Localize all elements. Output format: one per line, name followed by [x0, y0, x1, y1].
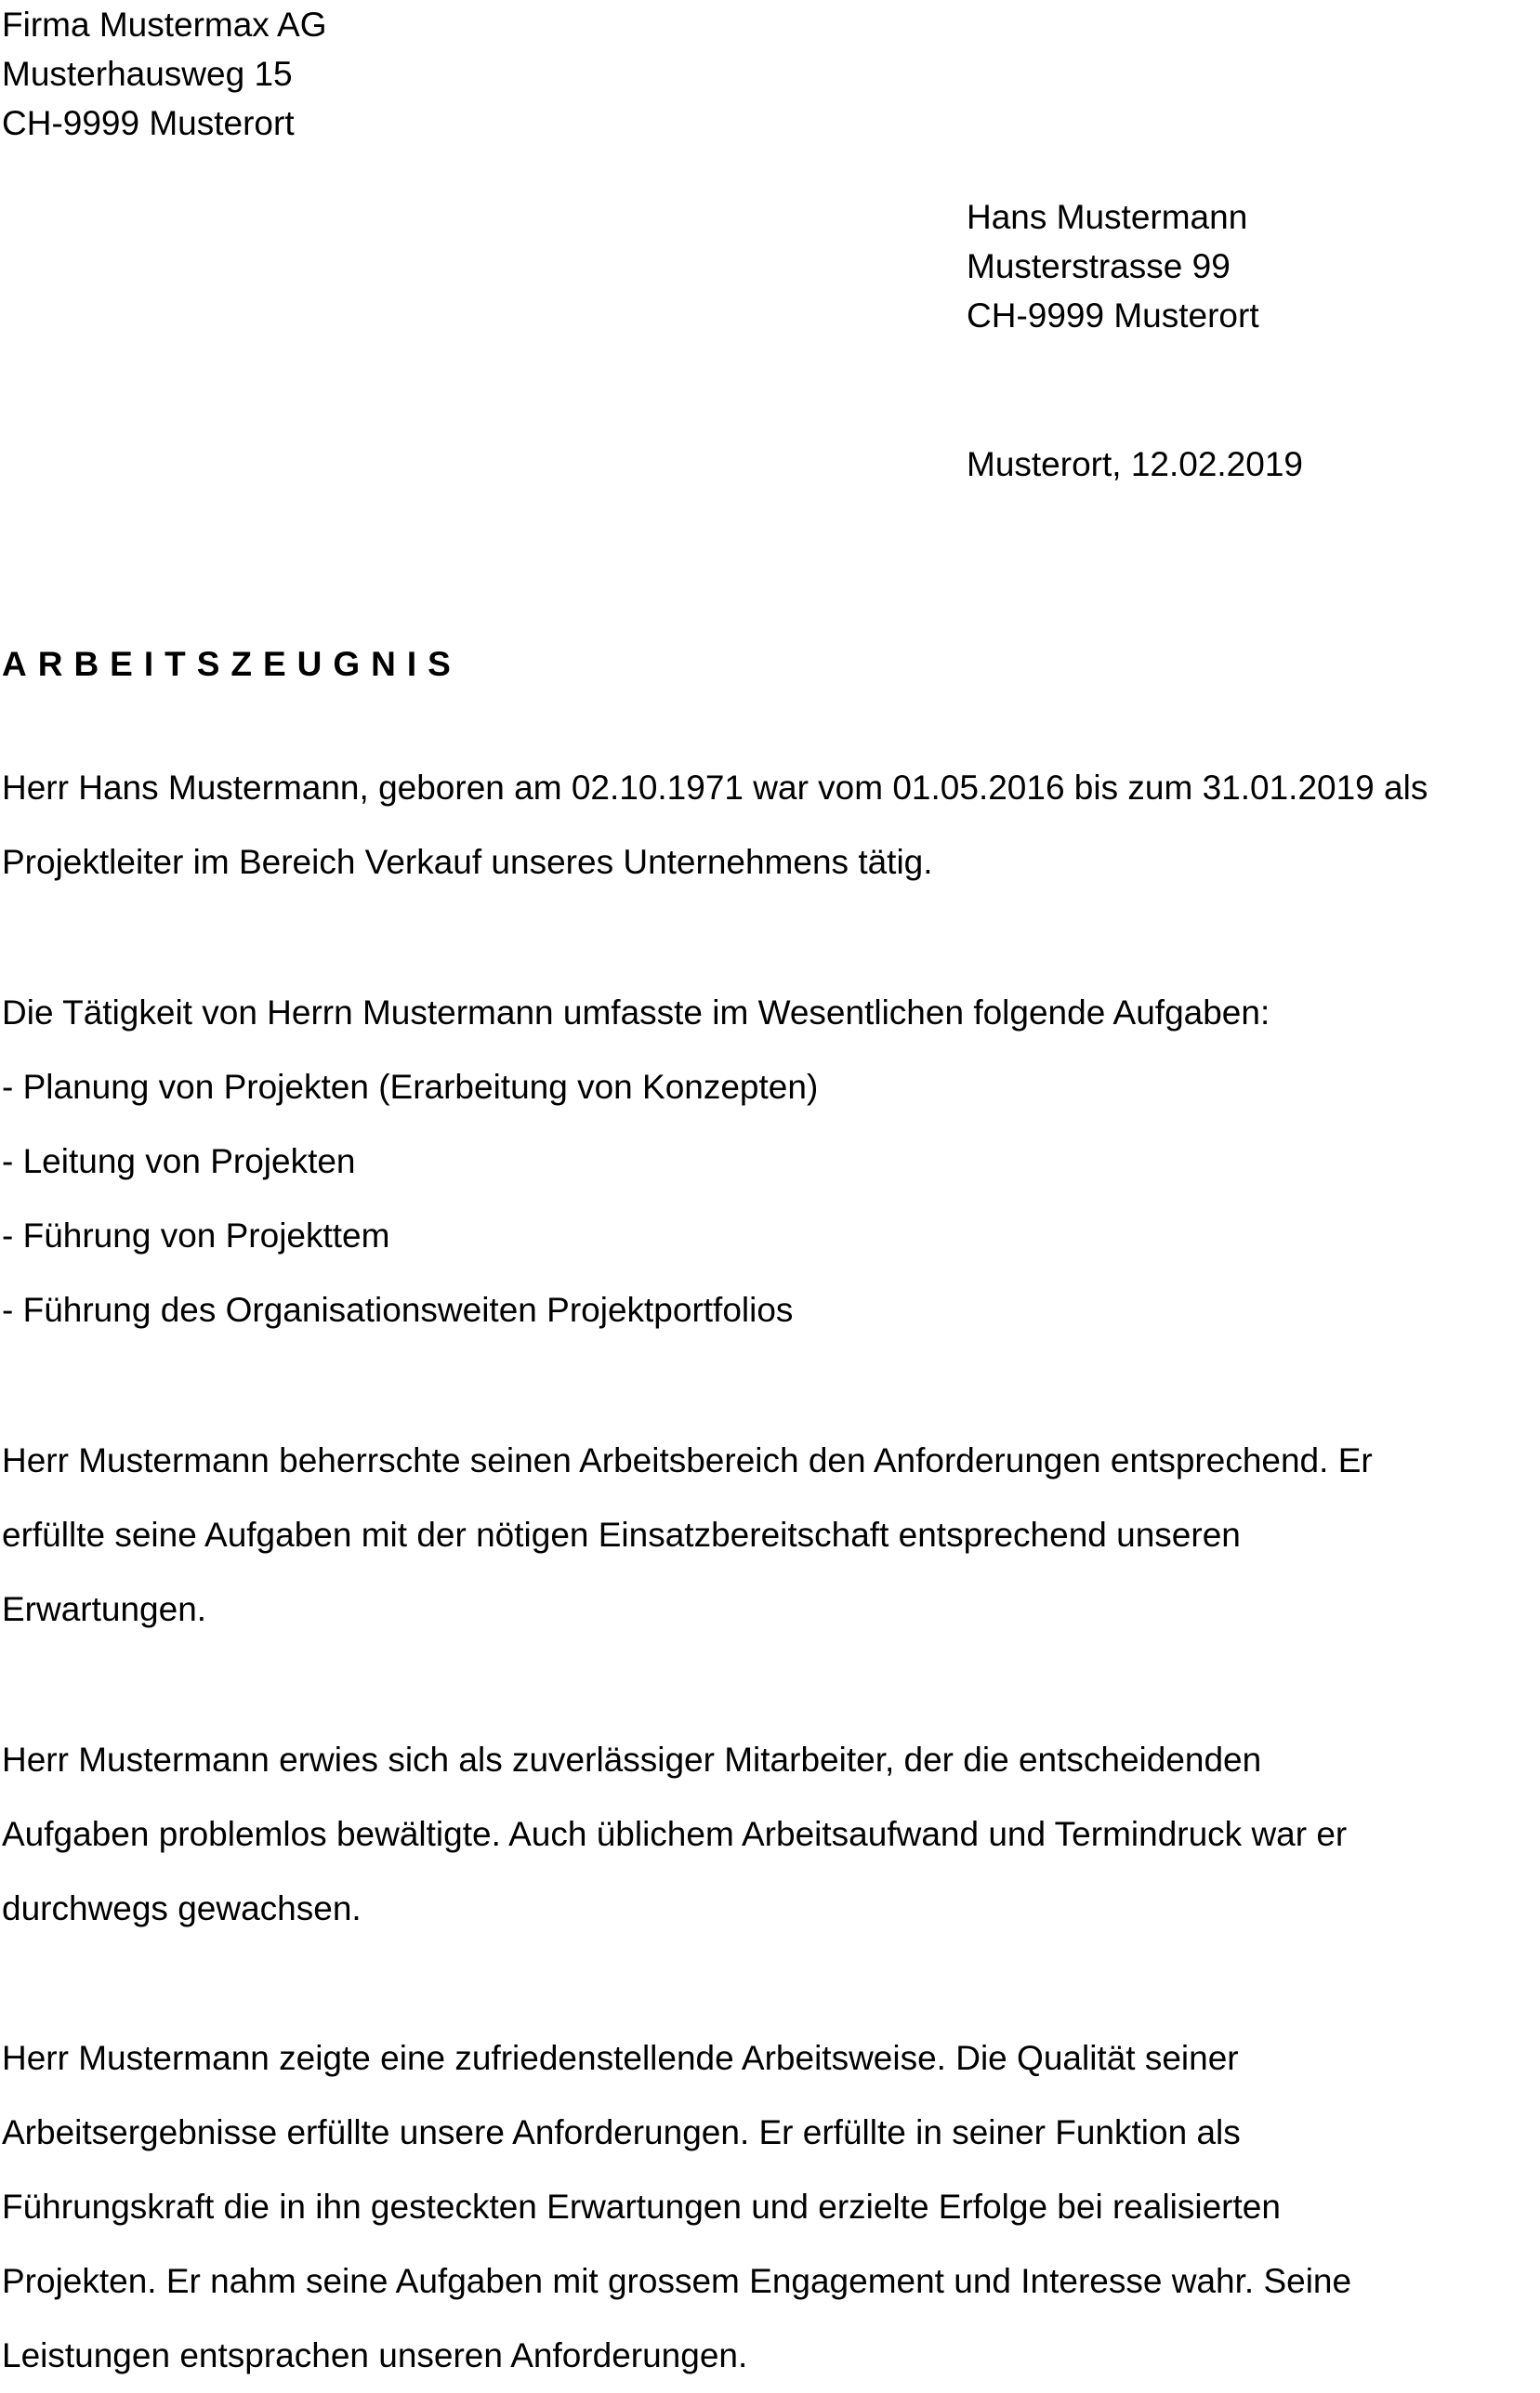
task-list-item: - Führung des Organisationsweiten Projektportfolios	[2, 1291, 794, 1329]
task-list-item: - Planung von Projekten (Erarbeitung von Konzepten)	[2, 1068, 819, 1106]
paragraph-line: Führungskraft die in ihn gesteckten Erwartungen und erzielte Erfolge bei realisierten	[2, 2188, 1281, 2226]
paragraph-employment	[2, 751, 1428, 900]
paragraph-tasks	[2, 976, 1270, 1348]
recipient-name: Hans Mustermann	[967, 198, 1248, 236]
sender-company: Firma Mustermax AG	[2, 6, 327, 44]
document-title: ARBEITSZEUGNIS	[2, 645, 462, 683]
paragraph-line: Projektleiter im Bereich Verkauf unseres Unternehmens tätig.	[2, 843, 933, 881]
paragraph-line: Herr Mustermann zeigte eine zufriedenstellende Arbeitsweise. Die Qualität seiner	[2, 2039, 1239, 2077]
sender-city: CH-9999 Musterort	[2, 104, 295, 142]
paragraph-line: Projekten. Er nahm seine Aufgaben mit grossem Engagement und Interesse wahr. Seine	[2, 2262, 1352, 2300]
paragraph-line: Herr Hans Mustermann, geboren am 02.10.1971 war vom 01.05.2016 bis zum 31.01.2019 als	[2, 769, 1428, 807]
paragraph-line: Arbeitsergebnisse erfüllte unsere Anforderungen. Er erfüllte in seiner Funktion als	[2, 2113, 1241, 2151]
task-list-item: - Leitung von Projekten	[2, 1142, 356, 1180]
paragraph-competence	[2, 1424, 1373, 1647]
sender-street: Musterhausweg 15	[2, 55, 293, 93]
paragraph-reliability	[2, 1723, 1347, 1946]
paragraph-line: durchwegs gewachsen.	[2, 1889, 362, 1927]
paragraph-line: Herr Mustermann erwies sich als zuverlässiger Mitarbeiter, der die entscheidenden	[2, 1741, 1262, 1779]
date-line: Musterort, 12.02.2019	[967, 445, 1303, 483]
paragraph-line: Herr Mustermann beherrschte seinen Arbeitsbereich den Anforderungen entsprechend. Er	[2, 1441, 1373, 1479]
paragraph-line: Leistungen entsprachen unseren Anforderungen.	[2, 2336, 748, 2374]
paragraph-line: Die Tätigkeit von Herrn Mustermann umfasste im Wesentlichen folgende Aufgaben:	[2, 993, 1270, 1032]
paragraph-line: erfüllte seine Aufgaben mit der nötigen Einsatzbereitschaft entsprechend unseren	[2, 1516, 1241, 1554]
sender-address	[2, 0, 327, 148]
paragraph-performance	[2, 2021, 1351, 2393]
recipient-city: CH-9999 Musterort	[967, 296, 1259, 335]
paragraph-line: Aufgaben problemlos bewältigte. Auch üblichem Arbeitsaufwand und Termindruck war er	[2, 1815, 1348, 1853]
recipient-street: Musterstrasse 99	[967, 247, 1231, 285]
task-list-item: - Führung von Projekttem	[2, 1216, 390, 1255]
recipient-address	[967, 192, 1259, 340]
paragraph-line: Erwartungen.	[2, 1590, 207, 1628]
